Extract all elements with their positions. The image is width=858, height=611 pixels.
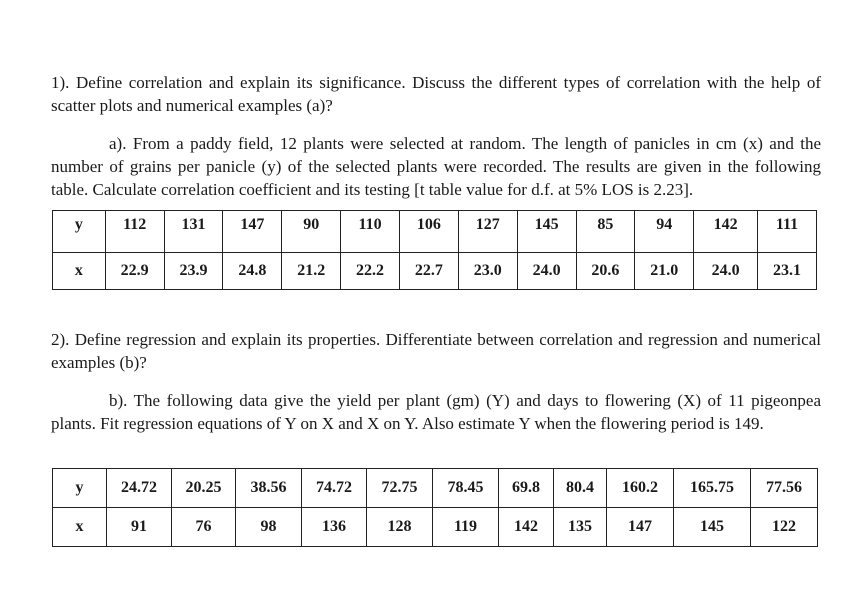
table-cell: 24.72 [107, 469, 172, 508]
row-label: x [53, 508, 107, 547]
table-cell: 142 [694, 211, 758, 253]
table-cell: 76 [172, 508, 236, 547]
table-cell: 22.9 [105, 253, 164, 290]
table-a [52, 210, 817, 290]
table-cell: 119 [433, 508, 499, 547]
table-cell: 38.56 [236, 469, 302, 508]
table-cell: 23.9 [164, 253, 223, 290]
table-cell: 122 [751, 508, 818, 547]
table-cell: 69.8 [499, 469, 554, 508]
table-cell: 142 [499, 508, 554, 547]
table-cell: 165.75 [674, 469, 751, 508]
table-b-row-x [53, 508, 818, 547]
table-cell: 127 [458, 211, 517, 253]
table-cell: 22.2 [341, 253, 400, 290]
table-cell: 135 [554, 508, 607, 547]
table-cell: 20.25 [172, 469, 236, 508]
table-cell: 78.45 [433, 469, 499, 508]
table-b-row-y [53, 469, 818, 508]
table-cell: 72.75 [367, 469, 433, 508]
table-cell: 112 [105, 211, 164, 253]
table-cell: 21.0 [635, 253, 694, 290]
table-cell: 131 [164, 211, 223, 253]
table-cell: 23.0 [458, 253, 517, 290]
table-cell: 91 [107, 508, 172, 547]
table-cell: 24.8 [223, 253, 282, 290]
table-cell: 147 [607, 508, 674, 547]
table-cell: 128 [367, 508, 433, 547]
table-cell: 77.56 [751, 469, 818, 508]
table-cell: 111 [758, 211, 817, 253]
row-label: y [53, 469, 107, 508]
table-a-row-x [53, 253, 817, 290]
table-cell: 21.2 [282, 253, 341, 290]
table-cell: 106 [399, 211, 458, 253]
table-cell: 94 [635, 211, 694, 253]
table-b [52, 468, 818, 547]
table-cell: 90 [282, 211, 341, 253]
question-2-text: 2). Define regression and explain its properties. Differentiate between correlation and regression and numerical examples (b)? [51, 330, 821, 372]
table-cell: 85 [576, 211, 635, 253]
table-cell: 22.7 [399, 253, 458, 290]
table-cell: 24.0 [694, 253, 758, 290]
table-cell: 98 [236, 508, 302, 547]
part-b-text: b). The following data give the yield per plant (gm) (Y) and days to flowering (X) of 11 pigeonpea plants. Fit regression equations of Y on X and X on Y. Also estimate Y when the flowering period is 149. [51, 391, 821, 433]
table-cell: 80.4 [554, 469, 607, 508]
table-cell: 20.6 [576, 253, 635, 290]
table-cell: 147 [223, 211, 282, 253]
table-a-row-y [53, 211, 817, 253]
table-cell: 145 [674, 508, 751, 547]
table-cell: 160.2 [607, 469, 674, 508]
table-cell: 74.72 [302, 469, 367, 508]
row-label: x [53, 253, 106, 290]
question-1-text: 1). Define correlation and explain its significance. Discuss the different types of correlation with the help of scatter plots and numerical examples (a)? [51, 73, 821, 115]
table-cell: 24.0 [517, 253, 576, 290]
table-cell: 110 [341, 211, 400, 253]
part-a-text: a). From a paddy field, 12 plants were selected at random. The length of panicles in cm (x) and the number of grains per panicle (y) of the selected plants were recorded. The results are given in the following table. Calculate correlation coefficient and its testing [t table value for d.f. at 5% LOS is 2.23]. [51, 134, 821, 199]
table-cell: 23.1 [758, 253, 817, 290]
table-cell: 136 [302, 508, 367, 547]
table-cell: 145 [517, 211, 576, 253]
row-label: y [53, 211, 106, 253]
